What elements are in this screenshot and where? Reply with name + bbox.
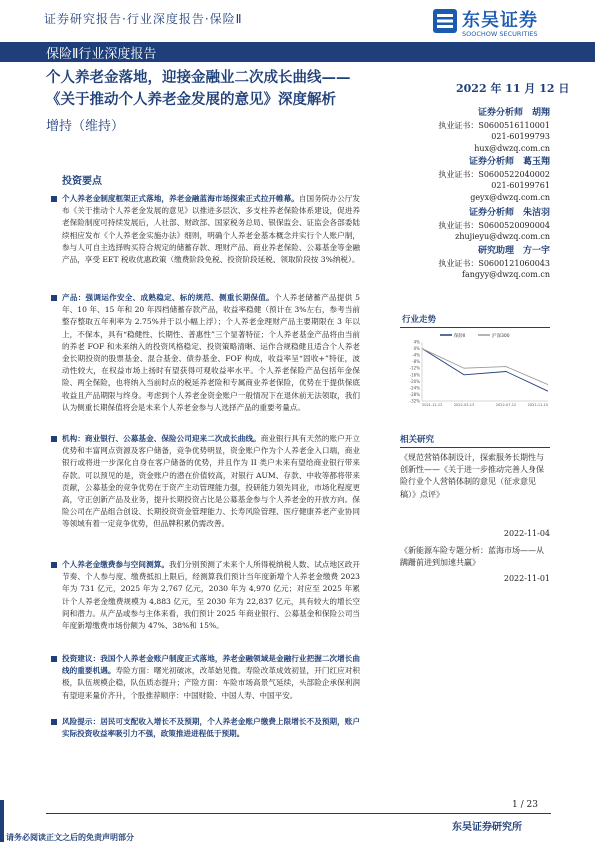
trend-chart	[400, 330, 550, 410]
analyst-phone: 021-60199761	[491, 181, 550, 190]
key-point-text: 个人养老储蓄产品提供 5 年、10 年、15 年和 20 年四档储蓄存款产品，收益率稳健（预计在 3%左右，参考当前整存整取五年利率为 2.75%并于以小幅上浮）；个人养老金理财产品主要期限在 3 年以上，不保本，具有“稳健性、长期性、普惠性”三个显著特征；个人养老基金产品将由当前的养老 FOF 和未来纳入的投资风格稳定、投资策略清晰、运作合规稳健且适合个人养老金长期投资的股票基金、混合基金、债券基金、FOF 构成，收益率呈“固收+”特征，波动性较大，在权益市场上扬时有望获得可观收益率水平。个人养老保险产品包括年金保险、两全保险，也将纳入当前时点的税延养老险和专属商业养老保险，优势在于提供保底收益且产品期限与终身。考虑到个人养老金资金账户一般情况下在退休前无法领取，我们认为侧重长期保值将会是未来个人养老金参与人选择产品的重要考量点。	[62, 293, 360, 412]
bullet-square-icon	[51, 656, 57, 662]
legend-label-a: 保险Ⅱ	[454, 334, 466, 339]
analyst-cert: 执业证书：S0600516110001	[438, 120, 550, 130]
key-point-lead: 个人养老金缴费参与空间测算。	[62, 560, 169, 569]
y-tick-label: -16%	[409, 372, 420, 378]
key-point-lead: 风险提示：居民可支配收入增长不及预期，个人养老金账户缴费上限增长不及预期，账户实际投资收益率吸引力不强，政策推进进程低于预期。	[62, 717, 360, 739]
key-point-lead: 投资建议：我国个人养老金账户制度正式落地，养老金融领域是金融行业把握二次增长曲线的重要机遇。	[62, 654, 360, 676]
series-line-2	[422, 349, 548, 385]
key-points-heading: 投资要点	[62, 176, 102, 187]
y-tick-label: -8%	[412, 359, 420, 365]
related-report-link[interactable]: 《新能源车险专题分析：蓝海市场——从蹒跚前进到加速共赢》	[400, 546, 544, 568]
x-tick-label: 2022-07-12	[495, 403, 517, 407]
analyst-cert: 执业证书：S0600520090004	[438, 220, 550, 230]
related-report-link[interactable]: 《规范营销体制设计，探索服务长期性与创新性——《关于进一步推动完善人身保险行业个人营销体制的意见（征求意见稿）》点评》	[400, 453, 544, 499]
trend-heading: 行业走势	[402, 315, 437, 325]
key-point-lead: 个人养老金制度框架正式落地，养老金融蓝海市场探索正式拉开帷幕。	[62, 194, 299, 203]
analyst-role: 证券分析师 葛玉翔	[468, 157, 550, 167]
analyst-role: 证券分析师 朱洁羽	[468, 208, 550, 218]
y-tick-label: -4%	[412, 352, 420, 358]
analyst-block	[420, 246, 550, 281]
report-title-line2: 《关于推动个人养老金发展的意见》深度解析	[46, 91, 336, 108]
y-tick-label: -28%	[409, 391, 420, 397]
key-point-item	[62, 292, 360, 414]
legend-label-b: 沪深300	[492, 334, 510, 339]
page-number: 1 / 23	[512, 800, 538, 810]
related-heading: 相关研究	[400, 435, 435, 445]
analyst-block	[420, 108, 550, 154]
analyst-role: 研究助理 方一宇	[477, 246, 550, 256]
analyst-role: 证券分析师 胡翔	[477, 108, 550, 118]
key-point-lead: 机构：商业银行、公募基金、保险公司迎来二次成长曲线。	[62, 434, 261, 443]
breadcrumb: 证券研究报告·行业深度报告·保险Ⅱ	[44, 12, 243, 26]
logo-text-cn: 东吴证券	[462, 10, 538, 31]
footer-company: 东吴证券研究所	[452, 822, 522, 833]
report-date: 2022 年 11 月 12 日	[456, 82, 570, 95]
footer-accent-bar	[0, 800, 4, 842]
key-point-item	[62, 653, 360, 702]
analyst-email[interactable]: zhujieyu@dwzq.com.cn	[455, 232, 550, 241]
related-report-date: 2022-11-01	[503, 574, 550, 583]
key-point-text: 我们分别预测了未来个人所得税纳税人数、试点地区政开节奏、个人参与度、缴费抵扣上限后，经测算我们预计当年度新增个人养老金缴费 2023 年为 731 亿元，2025 年为 2,767 亿元，2030 年为 4,970 亿元；对应至 2025 年累计个人养老金缴费规模为 4,883 亿元，至 2030 年为 22,837 亿元，具有较大的增长空间和潜力。从产品或参与主体来看，我们预计 2025 年商业银行、公募基金和保险公司当年度新增缴费市场份额为 47%、38%和 15%。	[62, 560, 361, 631]
key-point-lead: 产品：强调运作安全、成熟稳定、标的规范、侧重长期保值。	[62, 293, 274, 302]
logo-text-en: SOOCHOW SECURITIES	[462, 30, 538, 38]
key-point-item	[62, 716, 360, 740]
analyst-block	[420, 208, 550, 243]
analyst-phone: 021-60199793	[491, 132, 550, 141]
analyst-cert: 执业证书：S0600121060043	[438, 258, 550, 268]
y-tick-label: -12%	[409, 365, 420, 371]
x-tick-label: 2022-03-13	[453, 403, 475, 407]
bullet-square-icon	[51, 436, 57, 442]
divider	[400, 447, 550, 448]
analyst-cert: 执业证书：S0600522040002	[438, 169, 550, 179]
divider	[400, 327, 550, 328]
x-tick-label: 2022-11-10	[527, 403, 548, 407]
analyst-block	[420, 157, 550, 203]
analyst-email[interactable]: fangyy@dwzq.com.cn	[462, 270, 550, 279]
key-point-item	[62, 559, 360, 632]
bullet-square-icon	[51, 196, 57, 202]
report-title-line1: 个人养老金落地，迎接金融业二次成长曲线——	[46, 69, 351, 86]
related-report-date: 2022-11-04	[503, 529, 550, 538]
y-tick-label: 0%	[413, 346, 420, 352]
bullet-square-icon	[51, 295, 57, 301]
bullet-square-icon	[51, 562, 57, 568]
logo-mark-icon	[432, 8, 458, 34]
divider	[46, 813, 551, 814]
key-point-item	[62, 193, 360, 266]
y-tick-label: 4%	[413, 339, 420, 345]
key-point-text: 自国务院办公厅发布《关于推动个人养老金发展的意见》以推进多层次、多支柱养老保险体系建设，促进养老保险制度可持续发展后，人社部、财政部、国家税务总局、银保监会、证监会各部委陆续相应发布《个人养老金实施办法》细则，明确个人养老金基本概念并实行个人账户制，参与人可自主选择购买符合规定的储蓄存款、理财产品、商业养老保险、公募基金等金融产品，享受 EET 税收优惠政策（缴费阶段免税、投资阶段延税、领取阶段按 3%纳税）。	[62, 194, 360, 265]
analyst-email[interactable]: hux@dwzq.com.cn	[474, 143, 550, 153]
key-point-item	[62, 433, 360, 531]
company-logo	[432, 6, 552, 42]
analyst-email[interactable]: geyx@dwzq.com.cn	[470, 192, 550, 202]
key-point-text: 商业银行具有天然的账户开立优势和丰富网点资源及客户储备，竞争优势明显，资金账户作为个人养老金入口端，商业银行或将进一步深化自身在客户储备的优势，并且作为 II 类户未来有望给商业银行带来存款。可以预见的是，资金账户的潜在价值较高，对银行 AUM、存款、中收等都将带来贡献，公募基金的竞争优势在于资产主动管理能力强，投研能力领先同业，市场化程度更高，守正创新产品及业务，提升长期投资占比是公募基金参与个人养老金的开放方向。保险公司在产品组合创设、长期投资资金管理能力、长寿风险管理、医疗健康养老产业协同等领域有着一定竞争优势，但品牌积累仍需改善。	[62, 434, 361, 529]
y-tick-label: -32%	[409, 398, 420, 404]
disclaimer: 请务必阅读正文之后的免责声明部分	[6, 832, 134, 842]
bullet-square-icon	[51, 719, 57, 725]
rating: 增持（维持）	[46, 119, 125, 134]
x-tick-label: 2021-11-12	[422, 403, 443, 407]
key-point-text: 寿险方面：曙光初破冰，改革始见微。寿险改革成效初显，开门红应对积极，队伍规模企稳，队伍质态提升；产险方面：车险市场高景气延续，头部险企承保利润有望迎来量价齐升，个股推荐顺序：中国财险、中国人寿、中国平安。	[62, 666, 361, 700]
y-tick-label: -24%	[409, 385, 420, 391]
report-type: 保险Ⅱ行业深度报告	[46, 47, 157, 62]
series-line-1	[422, 349, 548, 392]
y-tick-label: -20%	[409, 378, 420, 384]
